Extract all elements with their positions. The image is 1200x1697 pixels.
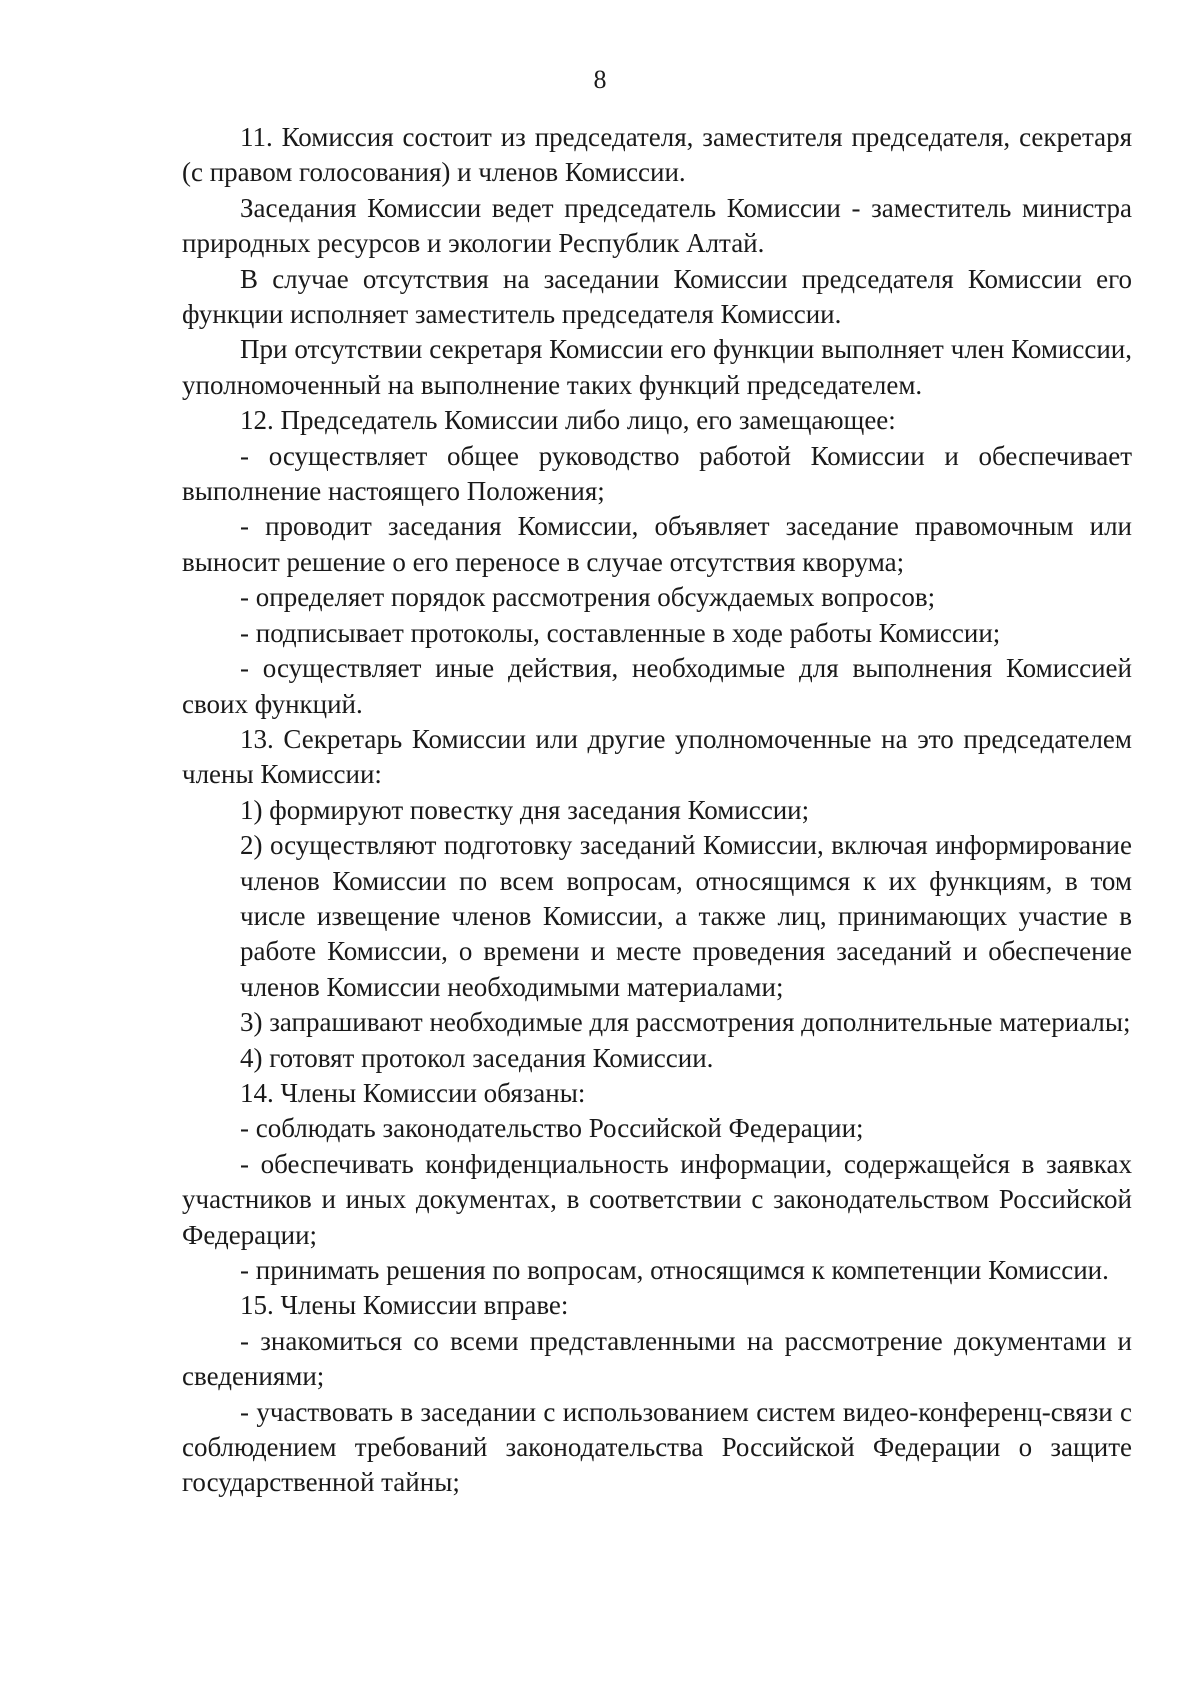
list-item: 1) формируют повестку дня заседания Комиссии; [240, 794, 810, 825]
list-item: - осуществляет иные действия, необходимые для выполнения Комиссией своих функций. [182, 653, 1132, 719]
list-item: 3) запрашивают необходимые для рассмотрения дополнительные материалы; [240, 1007, 1131, 1038]
paragraph: В случае отсутствия на заседании Комиссии председателя Комиссии его функции исполняет заместитель председателя Комиссии. [182, 263, 1132, 330]
paragraph: 13. Секретарь Комиссии или другие уполномоченные на это председателем члены Комиссии: [182, 723, 1132, 790]
list-item: - осуществляет общее руководство работой Комиссии и обеспечивает выполнение настоящего Положения; [182, 440, 1132, 507]
list-item: - проводит заседания Комиссии, объявляет заседание правомочным или выносит решение о его переносе в случае отсутствия кворума; [182, 511, 1132, 577]
list-item: - определяет порядок рассмотрения обсуждаемых вопросов; [240, 582, 936, 613]
paragraph: Заседания Комиссии ведет председатель Комиссии - заместитель министра природных ресурсов и экологии Республик Алтай. [182, 192, 1132, 259]
paragraph: 12. Председатель Комиссии либо лицо, его замещающее: [240, 405, 896, 436]
list-item: - соблюдать законодательство Российской Федерации; [240, 1113, 864, 1144]
list-item: - участвовать в заседании с использованием систем видео-конференц-связи с соблюдением требований законодательства Российской Федерации о защите государственной тайны; [182, 1396, 1132, 1498]
paragraph: 11. Комиссия состоит из председателя, заместителя председателя, секретаря (с правом голосования) и членов Комиссии. [182, 122, 1132, 188]
list-item: - подписывает протоколы, составленные в ходе работы Комиссии; [240, 617, 1001, 648]
page-number: 8 [593, 65, 607, 94]
list-item: - обеспечивать конфиденциальность информации, содержащейся в заявках участников и иных документах, в соответствии с законодательством Российской Федерации; [182, 1148, 1132, 1250]
paragraph: 14. Члены Комиссии обязаны: [240, 1077, 586, 1108]
paragraph: При отсутствии секретаря Комиссии его функции выполняет член Комиссии, уполномоченный на выполнение таких функций председателем. [182, 334, 1132, 400]
list-item: 4) готовят протокол заседания Комиссии. [240, 1042, 714, 1073]
paragraph: 15. Члены Комиссии вправе: [240, 1290, 569, 1321]
list-item: - знакомиться со всеми представленными на рассмотрение документами и сведениями; [182, 1325, 1132, 1392]
document-body [182, 120, 1132, 1501]
list-item: 2) осуществляют подготовку заседаний Комиссии, включая информирование членов Комиссии по всем вопросам, относящимся к их функциям, в том числе извещение членов Комиссии, а также лиц, принимающих участие в работе Комиссии, о времени и месте проведения заседаний и обеспечение членов Комиссии необходимыми материалами; [240, 830, 1132, 1002]
list-item: - принимать решения по вопросам, относящимся к компетенции Комиссии. [240, 1255, 1109, 1285]
